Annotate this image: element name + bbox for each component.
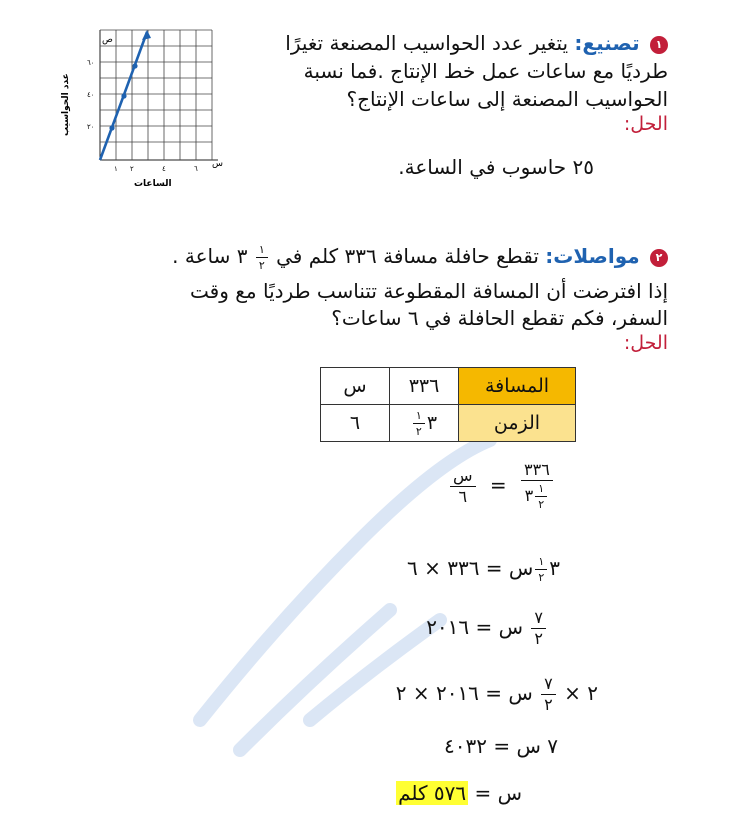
graph-x-tick: ٢	[130, 165, 134, 173]
eq1-left-fraction: $\frac{\text{س}}{٦}$	[450, 468, 476, 505]
q2-text-1b: ٣ ساعة .	[172, 244, 248, 268]
table-cell: ٦	[321, 405, 390, 442]
q1-solution-label: الحل:	[623, 113, 668, 135]
equation-1: $\frac{\text{س}}{٦}$ = ٣٣٦ ٣ $\frac{١}{٢}$	[448, 462, 555, 510]
graph-y-tick: ٤٠	[87, 91, 95, 99]
q2-solution-label: الحل:	[623, 332, 668, 354]
q2-line3: السفر، فكم تقطع الحافلة في ٦ ساعات؟	[331, 306, 668, 330]
table-cell: س	[321, 368, 390, 405]
eq1-right-fraction: ٣٣٦ ٣ $\frac{١}{٢}$	[521, 462, 553, 510]
q1-line3: الحواسيب المصنعة إلى ساعات الإنتاج؟	[346, 87, 668, 111]
graph-x-tick: ٦	[194, 165, 198, 173]
final-answer: ٥٧٦ كلم	[398, 781, 467, 805]
equation-5: ٧ س = ٤٠٣٢	[444, 734, 558, 758]
table-cell: ٣ $\frac{١}{٢}$	[390, 405, 459, 442]
q1-line2: طرديًا مع ساعات عمل خط الإنتاج .فما نسبة	[303, 59, 668, 83]
graph-y-tick: ٦٠	[87, 59, 95, 67]
equation-4: ٢ × $\frac{٧}{٢}$ س = ٢٠١٦ × ٢	[395, 674, 598, 714]
table-cell: ٣٣٦	[390, 368, 459, 405]
proportion-graph	[52, 18, 232, 198]
proportion-table	[320, 367, 576, 442]
graph-x-tick: ١	[114, 165, 118, 173]
q2-fraction: $\frac{١}{٢}$	[256, 244, 268, 271]
table-header-distance: المسافة	[459, 368, 576, 405]
graph-x-var: س	[212, 159, 223, 169]
table-row	[321, 405, 576, 442]
graph-y-label: عدد الحواسيب	[61, 73, 71, 136]
q1-line1	[285, 30, 668, 56]
graph-x-label: الساعات	[134, 179, 172, 189]
q2-title: مواصلات:	[545, 244, 640, 268]
graph-x-tick: ٤	[162, 165, 166, 173]
table-header-time: الزمن	[459, 405, 576, 442]
q2-line2: إذا افترضت أن المسافة المقطوعة تتناسب طرديًا مع وقت	[190, 279, 668, 303]
q1-answer: ٢٥ حاسوب في الساعة.	[398, 155, 594, 179]
q1-text-1: يتغير عدد الحواسيب المصنعة تغيرًا	[285, 31, 569, 55]
q1-number-badge: ١	[650, 36, 668, 54]
graph-arrow	[142, 30, 151, 40]
graph-y-tick: ٢٠	[87, 123, 95, 131]
q2-number-badge: ٢	[650, 249, 668, 267]
q2-text-1a: تقطع حافلة مسافة ٣٣٦ كلم في	[276, 244, 539, 268]
graph-y-var: ص	[102, 35, 113, 45]
equation-6: س = ٥٧٦ كلم	[398, 781, 522, 805]
table-row	[321, 368, 576, 405]
equation-2: ٣ $\frac{١}{٢}$ س = ٣٣٦ × ٦	[406, 555, 560, 584]
q2-line1	[172, 243, 668, 271]
q1-title: تصنيع:	[574, 31, 640, 55]
equation-3: $\frac{٧}{٢}$ س = ٢٠١٦	[426, 610, 548, 647]
